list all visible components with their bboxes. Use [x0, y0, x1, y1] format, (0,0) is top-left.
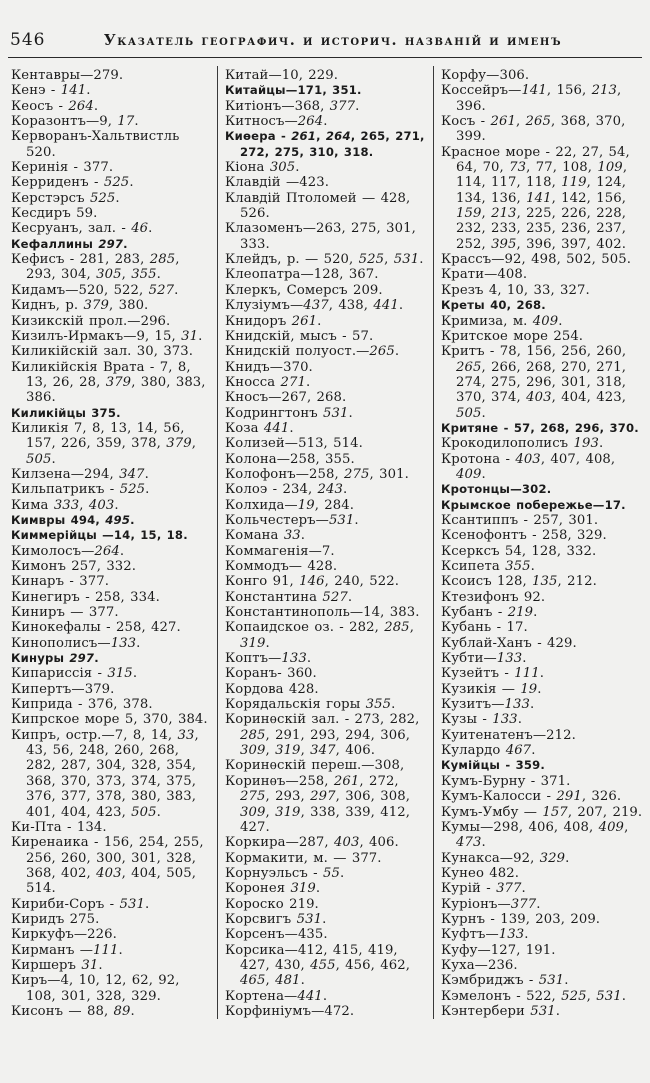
index-entry: Киѳера - 261, 264, 265, 271, 272, 275, 310, 318. — [225, 129, 425, 159]
index-entry: Кинополисъ—133. — [11, 635, 141, 651]
index-entry: Кэмелонъ - 522, 525, 531. — [441, 988, 627, 1004]
index-entry: Кубти—133. — [441, 651, 527, 667]
index-entry: Корфу—306. — [441, 68, 530, 83]
index-entry: Крокодилополисъ 193. — [441, 436, 604, 452]
index-entry: Критъ - 78, 156, 256, 260, 265, 266, 268, 270, 271, 274, 275, 296, 301, 318, 370, 374, 403, 404, 423, 505. — [441, 344, 627, 421]
index-entry: Косъ - 261, 265, 368, 370, 399. — [441, 114, 626, 145]
index-entry: Корнуэльсъ - 55. — [225, 865, 345, 881]
index-entry: Крати—408. — [441, 267, 528, 283]
index-entry: Куріонъ—377. — [441, 896, 541, 912]
index-entry: Клавдій Птоломей — 428, 526. — [225, 190, 411, 222]
index-entry: Киренаика - 156, 254, 255, 256, 260, 300, 301, 328, 368, 402, 403, 404, 505, 514. — [11, 835, 204, 897]
index-entry: Куфу—127, 191. — [441, 942, 556, 958]
index-entry: Кубань - 17. — [441, 620, 528, 636]
index-entry: Киршеръ 31. — [11, 957, 103, 973]
index-entry: Ктезифонъ 92. — [441, 589, 546, 605]
index-entry: Короско 219. — [225, 896, 319, 912]
index-entry: Киприда - 376, 378. — [11, 697, 153, 713]
index-entry: Колона—258, 355. — [225, 451, 355, 467]
index-entry: Корсенъ—435. — [225, 927, 328, 943]
index-entry: Кизикскій прол.—296. — [11, 313, 171, 329]
index-entry: Кузы - 133. — [441, 712, 522, 728]
index-entry: Керворанъ-Хальтвистль 520. — [11, 129, 180, 160]
index-entry: Кордова 428. — [225, 681, 319, 697]
index-entry: Книдъ—370. — [225, 359, 313, 375]
index-entry: Корфиніумъ—472. — [225, 1003, 355, 1019]
index-entry: Киръ—4, 10, 12, 62, 92, 108, 301, 328, 329. — [11, 973, 180, 1004]
index-entry: Килзена—294, 347. — [11, 466, 149, 482]
index-column-2 — [217, 66, 433, 1019]
index-entry: Кильпатрикъ - 525. — [11, 482, 150, 498]
index-entry: Крезъ 4, 10, 33, 327. — [441, 282, 590, 298]
header-rule — [8, 57, 642, 58]
index-entry: Китай—10, 229. — [225, 68, 339, 83]
index-entry: Кефаллины 297. — [11, 236, 128, 251]
index-entry: Кротонцы—302. — [441, 482, 552, 497]
page-number: 546 — [10, 30, 46, 50]
index-entry: Кротона - 403, 407, 408, 409. — [441, 451, 616, 482]
index-entry: Коринѳскій зал. - 273, 282, 285, 291, 293, 294, 306, 309, 319, 347, 406. — [225, 712, 420, 759]
page-header — [0, 0, 650, 50]
index-column-1 — [4, 66, 217, 1019]
index-entry: Коразонтъ—9, 17. — [11, 114, 139, 130]
index-entry: Критяне - 57, 268, 296, 370. — [441, 420, 639, 435]
index-entry: Кумъ-Умбу — 157, 207, 219. — [441, 804, 643, 820]
index-entry: Кидамъ—520, 522, 527. — [11, 282, 179, 298]
index-entry: Кеосъ - 264. — [11, 98, 99, 114]
index-entry: Колофонъ—258, 275, 301. — [225, 466, 409, 482]
index-entry: Кольчестеръ—531. — [225, 512, 359, 528]
index-entry: Кирманъ —111. — [11, 942, 123, 958]
index-entry: Кормакити, м. — 377. — [225, 850, 382, 866]
index-entry: Киликія 7, 8, 13, 14, 56, 157, 226, 359, 378, 379, 505. — [11, 420, 196, 467]
index-entry: Коммагенія—7. — [225, 543, 335, 559]
index-entry: Киркуфъ—226. — [11, 927, 117, 943]
index-entry: Корядальскія горы 355. — [225, 697, 396, 713]
index-entry: Ксантиппъ - 257, 301. — [441, 512, 599, 528]
index-entry: Клавдій —423. — [225, 175, 330, 191]
index-entry: Крассъ—92, 498, 502, 505. — [441, 252, 631, 268]
index-entry: Константина 527. — [225, 589, 353, 605]
index-entry: Красное море - 22, 27, 54, 64, 70, 73, 77, 108, 109, 114, 117, 118, 119, 124, 134, 136, 141, 142, 156, 159, 213, 225, 226, 228, 232, 233, 235, 236, 237, 252, 395, 396, 397, 402. — [441, 144, 630, 252]
index-entry: Кима 333, 403. — [11, 497, 119, 513]
index-entry: Кипръ, остр.—7, 8, 14, 33, 43, 56, 248, 260, 268, 282, 287, 304, 328, 354, 368, 370, 373, 374, 375, 376, 377, 378, 380, 383, 401, 404, 423, 505. — [11, 727, 199, 820]
index-entry: Клузіумъ—437, 438, 441. — [225, 298, 404, 314]
index-entry: Ки-Пта - 134. — [11, 819, 107, 835]
index-entry: Китайцы—171, 351. — [225, 83, 362, 98]
index-entry: Коза 441. — [225, 420, 294, 436]
index-entry: Кипертъ—379. — [11, 681, 115, 697]
index-entry: Коркира—287, 403, 406. — [225, 835, 399, 851]
index-entry: Киднъ, р. 379, 380. — [11, 298, 149, 314]
index-column-3 — [433, 66, 648, 1019]
index-entry: Кулардо 467. — [441, 743, 536, 759]
index-entry: Киликійскій зал. 30, 373. — [11, 344, 194, 360]
index-entry: Коринѳскій переш.—308, — [225, 758, 405, 774]
index-entry: Кэнтербери 531. — [441, 1003, 560, 1019]
index-entry: Креты 40, 268. — [441, 298, 546, 313]
index-entry: Кинаръ - 377. — [11, 574, 109, 590]
index-entry: Киликійскія Врата - 7, 8, 13, 26, 28, 379, 380, 383, 386. — [11, 359, 206, 406]
index-entry: Коссейръ—141, 156, 213, 396. — [441, 83, 622, 114]
index-entry: Крымское побережье—17. — [441, 497, 626, 512]
running-title: Указатель географич. и историч. названій и именъ — [103, 32, 563, 49]
index-entry: Ксенофонтъ - 258, 329. — [441, 528, 607, 544]
index-entry: Ксипета 355. — [441, 559, 535, 574]
index-entry: Кимонъ 257, 332. — [11, 559, 137, 574]
index-entry: Кесруанъ, зал. - 46. — [11, 221, 153, 237]
index-entry: Кублай-Ханъ - 429. — [441, 635, 577, 651]
index-entry: Ксерксъ 54, 128, 332. — [441, 543, 597, 559]
index-entry: Куха—236. — [441, 957, 518, 973]
index-entry: Кинокефалы - 258, 427. — [11, 620, 181, 636]
index-entry: Кипрское море 5, 370, 384. — [11, 712, 208, 728]
index-entry: Корсвигъ 531. — [225, 911, 327, 927]
index-entry: Книдоръ 261. — [225, 313, 322, 329]
index-entry: Книдскій, мысъ - 57. — [225, 328, 374, 344]
index-entry: Ксоисъ 128, 135, 212. — [441, 574, 597, 590]
index-entry: Кіона 305. — [225, 160, 300, 176]
index-entry: Кенэ - 141. — [11, 83, 91, 99]
index-entry: Кумъ-Бурну - 371. — [441, 773, 571, 789]
index-entry: Кримиза, м. 409. — [441, 313, 563, 329]
index-entry: Киликійцы 375. — [11, 405, 121, 420]
index-entry: Критское море 254. — [441, 328, 584, 344]
index-entry: Константинополь—14, 383. — [225, 605, 420, 621]
index-entry: Кносъ—267, 268. — [225, 390, 347, 406]
index-entry: Кузикія — 19. — [441, 681, 542, 697]
index-entry: Клазоменъ—263, 275, 301, 333. — [225, 221, 416, 252]
index-entry: Кефисъ - 281, 283, 285, 293, 304, 305, 355. — [11, 252, 180, 283]
index-entry: Керинія - 377. — [11, 160, 114, 176]
index-entry: Кипариссія - 315. — [11, 666, 138, 682]
index-entry: Куфтъ—133. — [441, 927, 529, 943]
index-entry: Конго 91, 146, 240, 522. — [225, 574, 400, 590]
index-entry: Кумы—298, 406, 408, 409, 473. — [441, 819, 629, 851]
index-entry: Колхида—19, 284. — [225, 497, 355, 513]
index-entry: Куитенатенъ—212. — [441, 727, 576, 743]
index-entry: Кинегиръ - 258, 334. — [11, 589, 160, 605]
index-entry: Кодрингтонъ 531. — [225, 405, 353, 421]
index-entry: Кесдиръ 59. — [11, 206, 98, 222]
index-entry: Кентавры—279. — [11, 68, 124, 83]
index-entry: Курій - 377. — [441, 881, 526, 897]
index-entry: Коммодъ— 428. — [225, 559, 338, 574]
index-entry: Кунео 482. — [441, 865, 520, 881]
index-entry: Кимолосъ—264. — [11, 543, 125, 559]
index-entry: Кисонъ — 88, 89. — [11, 1003, 135, 1019]
index-entry: Колизей—513, 514. — [225, 436, 363, 452]
index-entry: Кизилъ-Ирмакъ—9, 15, 31. — [11, 328, 203, 344]
index-columns — [0, 62, 650, 1019]
index-entry: Кимвры 494, 495. — [11, 512, 135, 527]
index-entry: Кносса 271. — [225, 374, 311, 390]
index-entry: Клейдъ, р. — 520, 525, 531. — [225, 252, 424, 268]
index-entry: Киммерійцы —14, 15, 18. — [11, 528, 188, 543]
index-entry: Киридъ 275. — [11, 911, 100, 927]
index-entry: Кириби-Соръ - 531. — [11, 896, 150, 912]
index-entry: Коптъ—133. — [225, 651, 312, 667]
index-entry: Коринѳъ—258, 261, 272, 275, 293, 297, 306, 308, 309, 319, 338, 339, 412, 427. — [225, 773, 411, 835]
index-entry: Колоэ - 234, 243. — [225, 482, 348, 498]
index-entry: Книдскій полуост.—265. — [225, 344, 400, 360]
index-entry: Кузейтъ - 111. — [441, 666, 545, 682]
index-entry: Кубанъ - 219. — [441, 605, 538, 621]
index-entry: Кортена—441. — [225, 988, 328, 1004]
index-entry: Кинуры 297. — [11, 651, 99, 666]
index-entry: Комана 33. — [225, 528, 306, 544]
index-entry: Кумійцы - 359. — [441, 758, 545, 773]
index-entry: Киниръ — 377. — [11, 605, 119, 621]
index-entry: Курнъ - 139, 203, 209. — [441, 911, 601, 927]
index-entry: Клеркъ, Сомерсъ 209. — [225, 282, 383, 298]
index-entry: Кунакса—92, 329. — [441, 850, 570, 866]
index-entry: Коранъ- 360. — [225, 666, 317, 682]
index-entry: Китносъ—264. — [225, 114, 328, 130]
index-entry: Керстэрсъ 525. — [11, 190, 120, 206]
index-entry: Корсика—412, 415, 419, 427, 430, 455, 456, 462, 465, 481. — [225, 942, 410, 989]
index-entry: Кэмбриджъ - 531. — [441, 973, 569, 989]
index-entry: Копаидское оз. - 282, 285, 319. — [225, 620, 414, 651]
index-entry: Кузитъ—133. — [441, 697, 535, 713]
index-entry: Коронея 319. — [225, 881, 321, 897]
index-entry: Китіонъ—368, 377. — [225, 98, 360, 114]
index-entry: Кумъ-Калосси - 291, 326. — [441, 789, 622, 805]
index-entry: Клеопатра—128, 367. — [225, 267, 379, 283]
index-entry: Керриденъ - 525. — [11, 175, 134, 191]
